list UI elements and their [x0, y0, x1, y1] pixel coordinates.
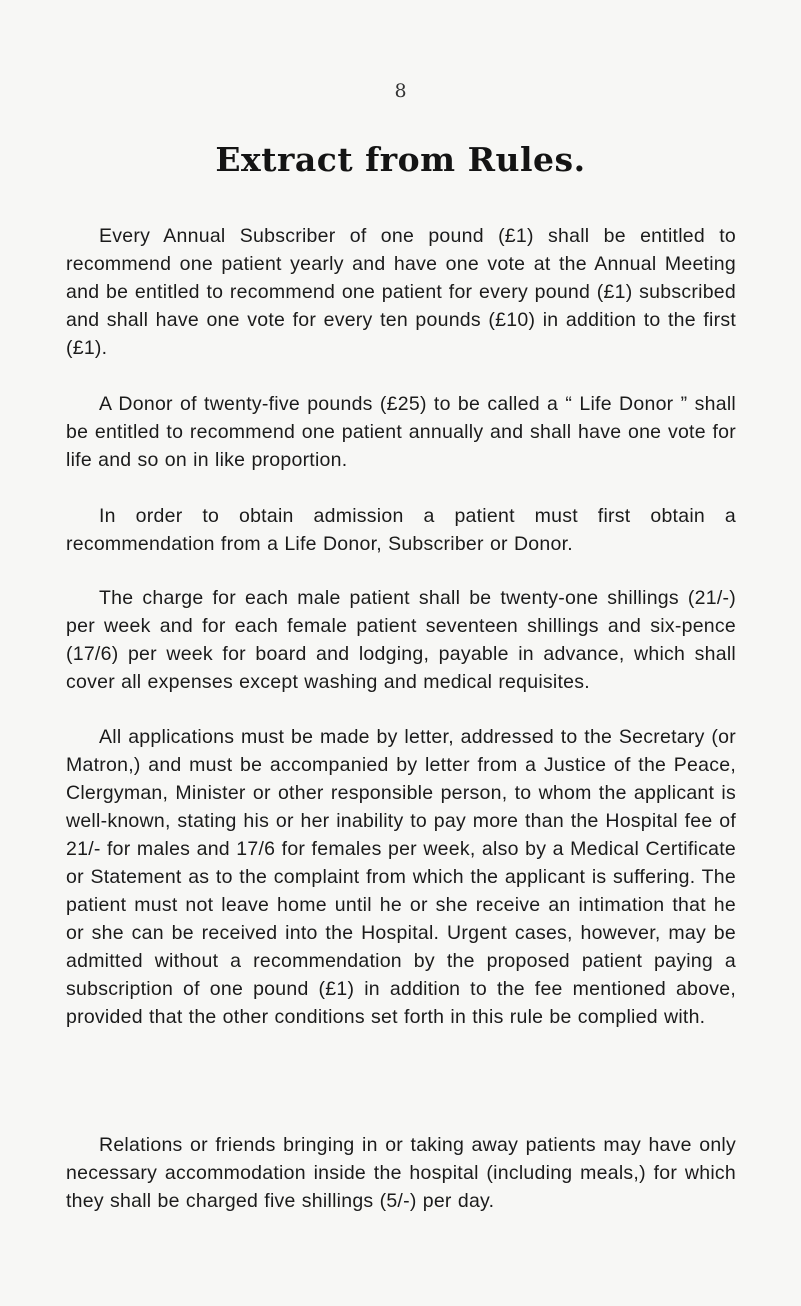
rule-paragraph-relations: Relations or friends bringing in or taking away patients may have only necessary accommodation inside the hospital (including meals,) for which they shall be charged five shillings (5/-) per day. — [66, 1134, 736, 1212]
page-number: 8 — [394, 80, 407, 102]
rule-paragraph-5-block — [66, 723, 736, 1031]
rule-paragraph-6-block — [66, 1131, 736, 1215]
rule-paragraph-applications: All applications must be made by letter, addressed to the Secretary (or Matron,) and must be accompanied by letter from a Justice of the Peace, Clergyman, Minister or other responsible person, to whom the applicant is well-known, stating his or her inability to pay more than the Hospital fee of 21/- for males and 17/6 for females per week, also by a Medical Certificate or Statement as to the complaint from which the applicant is suffering. The patient must not leave home until he or she receive an intimation that he or she can be received into the Hospital. Urgent cases, however, may be admitted without a recommendation by the proposed patient paying a subscription of one pound (£1) in addition to the fee mentioned above, provided that the other conditions set forth in this rule be complied with. — [66, 726, 736, 1028]
rule-paragraph-charges: The charge for each male patient shall be twenty-one shillings (21/-) per week and for each female patient seventeen shillings and six-pence (17/6) per week for board and lodging, payable in advance, which shall cover all expenses except washing and medical requisites. — [66, 587, 736, 693]
rule-paragraph-4-block — [66, 584, 736, 696]
rule-paragraph-annual-subscriber: Every Annual Subscriber of one pound (£1) shall be entitled to recommend one patient yearly and have one vote at the Annual Meeting and be entitled to recommend one patient for every pound (£1) subscribed and shall have one vote for every ten pounds (£10) in addition to the first (£1). — [66, 225, 736, 359]
rule-paragraph-1-block — [66, 222, 736, 362]
rule-paragraph-2-block — [66, 390, 736, 474]
page-title: Extract from Rules. — [215, 140, 586, 179]
rule-paragraph-life-donor: A Donor of twenty-five pounds (£25) to be called a “ Life Donor ” shall be entitled to recommend one patient annually and shall have one vote for life and so on in like proportion. — [66, 393, 736, 471]
rule-paragraph-3-block — [66, 502, 736, 558]
rule-paragraph-admission: In order to obtain admission a patient must first obtain a recommendation from a Life Donor, Subscriber or Donor. — [66, 505, 736, 555]
